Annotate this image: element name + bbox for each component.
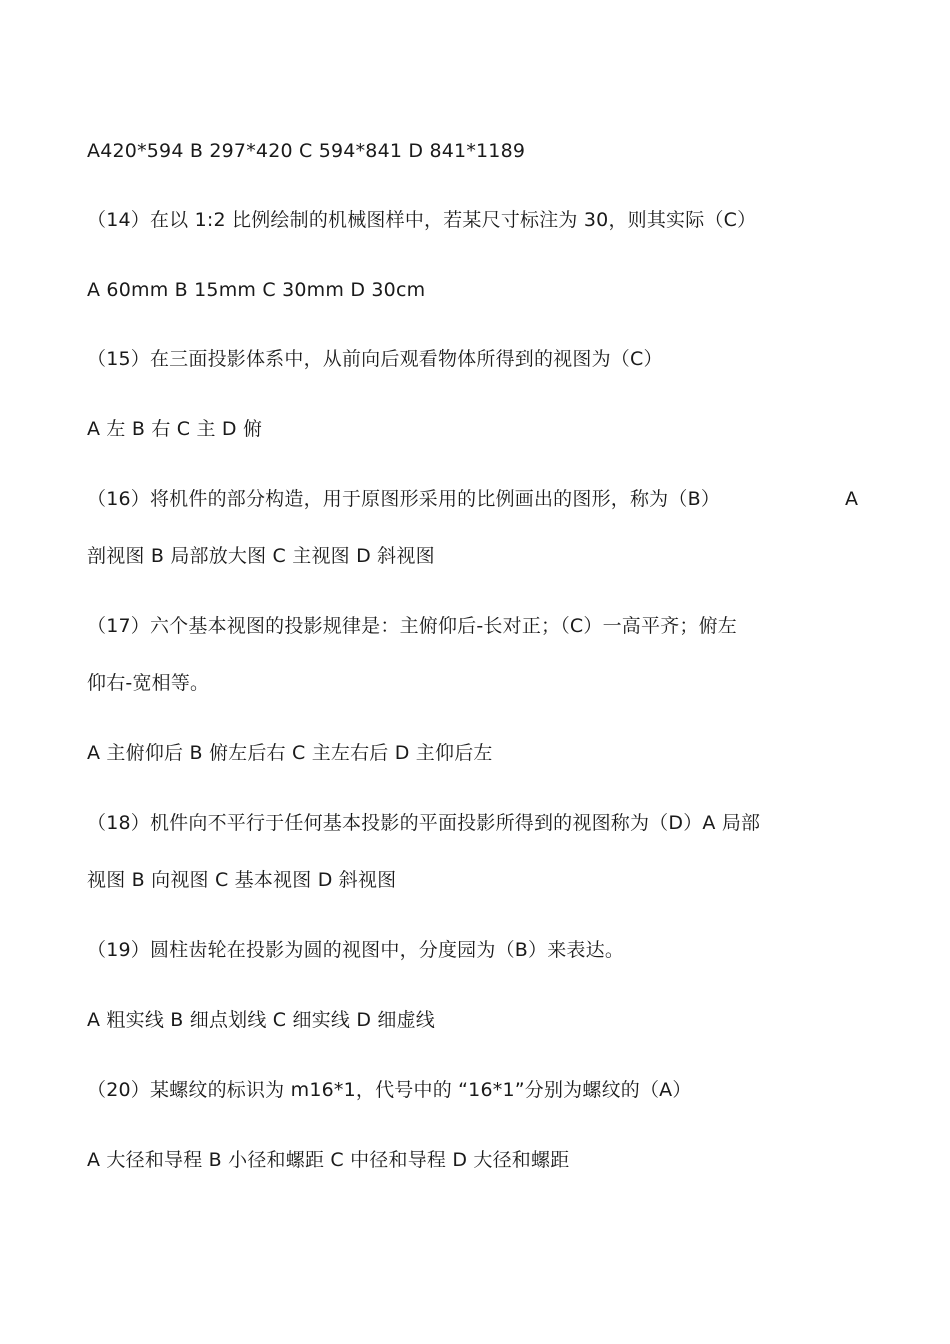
text-line-options-15: A 左 B 右 C 主 D 俯 <box>87 418 263 440</box>
text-line-question-16 <box>87 487 877 511</box>
text-line-options-17: A 主俯仰后 B 俯左后右 C 主左右后 D 主仰后左 <box>87 742 493 764</box>
text-line-question-19: （19）圆柱齿轮在投影为圆的视图中，分度园为（B）来表达。 <box>87 939 625 961</box>
text-line-question-14: （14）在以 1:2 比例绘制的机械图样中，若某尺寸标注为 30，则其实际（C） <box>87 209 757 231</box>
text-line-options-16: 剖视图 B 局部放大图 C 主视图 D 斜视图 <box>87 545 435 567</box>
question-16-option-a-label: A <box>845 488 859 510</box>
text-line-options-18: 视图 B 向视图 C 基本视图 D 斜视图 <box>87 869 397 891</box>
text-line-options-19: A 粗实线 B 细点划线 C 细实线 D 细虚线 <box>87 1009 436 1031</box>
text-line-question-17-cont: 仰右-宽相等。 <box>87 672 210 694</box>
text-line-options-13: A420*594 B 297*420 C 594*841 D 841*1189 <box>87 140 526 162</box>
text-line-options-20: A 大径和导程 B 小径和螺距 C 中径和导程 D 大径和螺距 <box>87 1149 570 1171</box>
text-line-question-15: （15）在三面投影体系中，从前向后观看物体所得到的视图为（C） <box>87 348 663 370</box>
text-line-options-14: A 60mm B 15mm C 30mm D 30cm <box>87 279 426 301</box>
question-16-text: （16）将机件的部分构造，用于原图形采用的比例画出的图形，称为（B） <box>87 488 721 510</box>
text-line-question-17: （17）六个基本视图的投影规律是：主俯仰后-长对正；（C）一高平齐；俯左 <box>87 615 738 637</box>
text-line-question-20: （20）某螺纹的标识为 m16*1，代号中的 “16*1”分别为螺纹的（A） <box>87 1079 692 1101</box>
text-line-question-18: （18）机件向不平行于任何基本投影的平面投影所得到的视图称为（D）A 局部 <box>87 812 761 834</box>
